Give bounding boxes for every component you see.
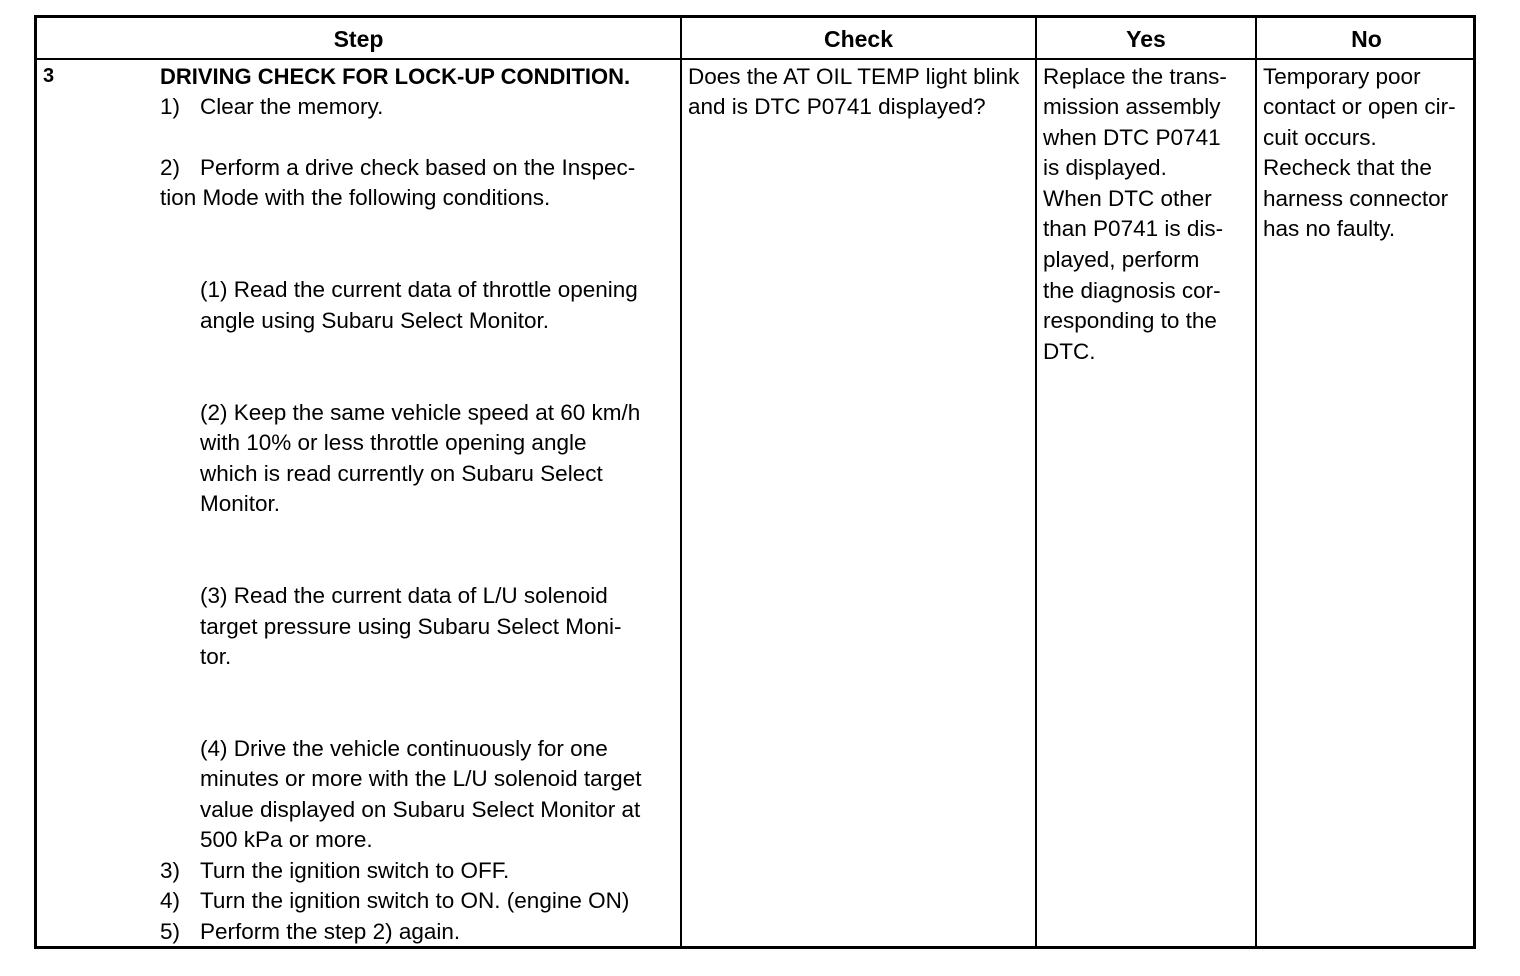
header-check: Check: [823, 26, 894, 52]
yes-text-line: responding to the: [1043, 308, 1217, 333]
sub-step-text: minutes or more with the L/U solenoid target: [200, 766, 642, 791]
yes-text-line: When DTC other: [1043, 186, 1212, 211]
header-step: Step: [333, 26, 384, 52]
no-text-line: cuit occurs.: [1263, 125, 1377, 150]
sub-step-text: with 10% or less throttle opening angle: [200, 430, 587, 455]
column-divider-no: [1255, 18, 1257, 946]
sub-step-text: (2) Keep the same vehicle speed at 60 km/h: [200, 400, 641, 425]
header-divider: [37, 58, 1473, 60]
header-yes: Yes: [1126, 26, 1166, 52]
step-item-text: Turn the ignition switch to OFF.: [200, 858, 510, 883]
sub-step-text: (1) Read the current data of throttle opening: [200, 277, 638, 302]
sub-step-text: 500 kPa or more.: [200, 827, 373, 852]
sub-step-text: angle using Subaru Select Monitor.: [200, 308, 549, 333]
yes-text-line: played, perform: [1043, 247, 1200, 272]
sub-step-text: value displayed on Subaru Select Monitor at: [200, 797, 641, 822]
no-text-line: Recheck that the: [1263, 155, 1432, 180]
step-item-number: 2): [160, 155, 181, 180]
yes-text-line: mission assembly: [1043, 94, 1221, 119]
step-item-text: Perform a drive check based on the Inspec-: [200, 155, 636, 180]
yes-text-line: the diagnosis cor-: [1043, 278, 1221, 303]
sub-step-text: tor.: [200, 644, 232, 669]
step-item-text: Perform the step 2) again.: [200, 919, 461, 944]
no-text-line: Temporary poor: [1263, 64, 1421, 89]
step-item-text: Turn the ignition switch to ON. (engine ON): [200, 888, 630, 913]
sub-step-text: which is read currently on Subaru Select: [200, 461, 603, 486]
step-item-number: 1): [160, 94, 181, 119]
step-item-number: 3): [160, 858, 181, 883]
no-text-line: has no faulty.: [1263, 216, 1396, 241]
step-item-text-cont: tion Mode with the following conditions.: [160, 185, 551, 210]
header-no: No: [1351, 26, 1382, 52]
yes-text-line: DTC.: [1043, 339, 1096, 364]
yes-text-line: when DTC P0741: [1043, 125, 1221, 150]
sub-step-text: (3) Read the current data of L/U solenoid: [200, 583, 608, 608]
no-text-line: contact or open cir-: [1263, 94, 1456, 119]
diagnostic-table: [34, 15, 1476, 949]
yes-text-line: Replace the trans-: [1043, 64, 1227, 89]
step-item-text: Clear the memory.: [200, 94, 384, 119]
sub-step-text: Monitor.: [200, 491, 281, 516]
step-number: 3: [43, 65, 55, 87]
column-divider-check: [680, 18, 682, 946]
step-title: DRIVING CHECK FOR LOCK-UP CONDITION.: [160, 64, 631, 89]
step-item-number: 4): [160, 888, 181, 913]
check-text-line: and is DTC P0741 displayed?: [688, 94, 986, 119]
column-divider-yes: [1035, 18, 1037, 946]
step-item-number: 5): [160, 919, 181, 944]
sub-step-text: target pressure using Subaru Select Moni-: [200, 614, 622, 639]
no-text-line: harness connector: [1263, 186, 1449, 211]
check-text-line: Does the AT OIL TEMP light blink: [688, 64, 1020, 89]
yes-text-line: is displayed.: [1043, 155, 1167, 180]
sub-step-text: (4) Drive the vehicle continuously for one: [200, 736, 608, 761]
yes-text-line: than P0741 is dis-: [1043, 216, 1224, 241]
